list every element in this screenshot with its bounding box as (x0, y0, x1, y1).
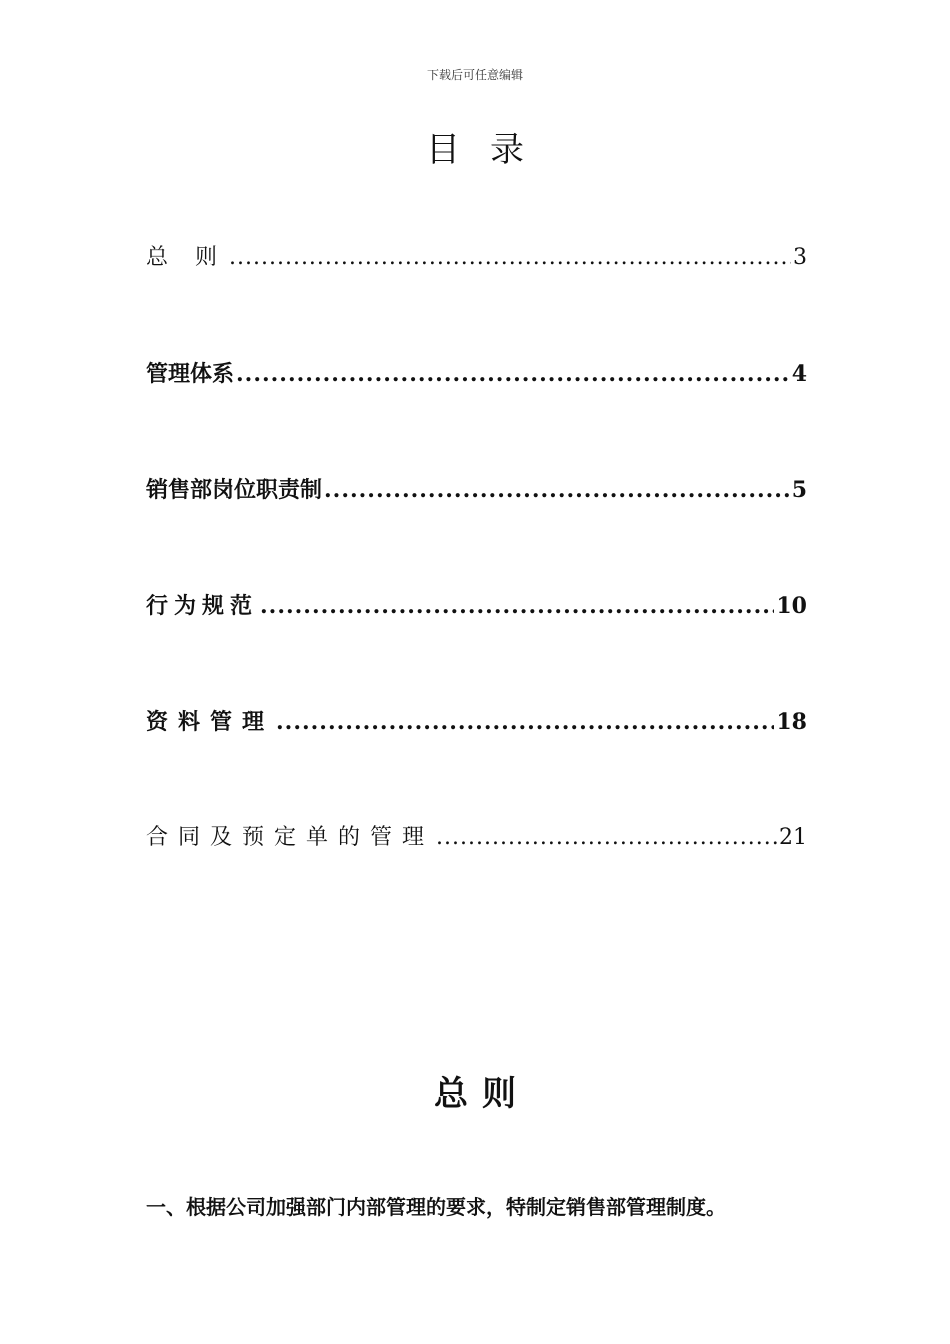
toc-entry-management-system[interactable] (146, 356, 807, 472)
toc-entry-page: 3 (793, 245, 807, 270)
toc-entry-page: 5 (791, 477, 807, 503)
toc-entry-job-duties[interactable] (146, 472, 807, 588)
toc-entry-page: 10 (776, 593, 807, 619)
toc-leader-dots (276, 704, 774, 740)
toc-entry-conduct-norms[interactable] (146, 588, 807, 704)
toc-entry-page: 4 (791, 361, 807, 387)
toc-leader-dots (436, 820, 777, 856)
toc-title: 目录 (426, 130, 554, 170)
toc-entry-general[interactable] (146, 240, 807, 356)
toc-entry-page: 18 (776, 709, 807, 735)
toc-entry-page: 21 (779, 825, 807, 850)
toc-leader-dots (236, 356, 790, 392)
body-paragraph: 一、根据公司加强部门内部管理的要求，特制定销售部管理制度。 (146, 1195, 726, 1219)
section-title: 总则 (434, 1074, 530, 1114)
toc-entry-label: 销售部岗位职责制 (146, 478, 323, 503)
toc-leader-dots (324, 472, 790, 508)
toc-entry-label: 资料管理 (146, 710, 275, 735)
toc-leader-dots (229, 240, 791, 276)
toc-entry-label: 合同及预定单的管理 (146, 825, 435, 850)
toc-entry-label: 管理体系 (146, 362, 235, 387)
table-of-contents (146, 240, 807, 936)
page-header-note: 下载后可任意编辑 (426, 68, 523, 82)
toc-leader-dots (260, 588, 774, 624)
toc-entry-contracts[interactable] (146, 820, 807, 936)
toc-entry-label: 行为规范 (146, 594, 259, 619)
toc-entry-label: 总 则 (146, 245, 227, 270)
toc-entry-records-management[interactable] (146, 704, 807, 820)
